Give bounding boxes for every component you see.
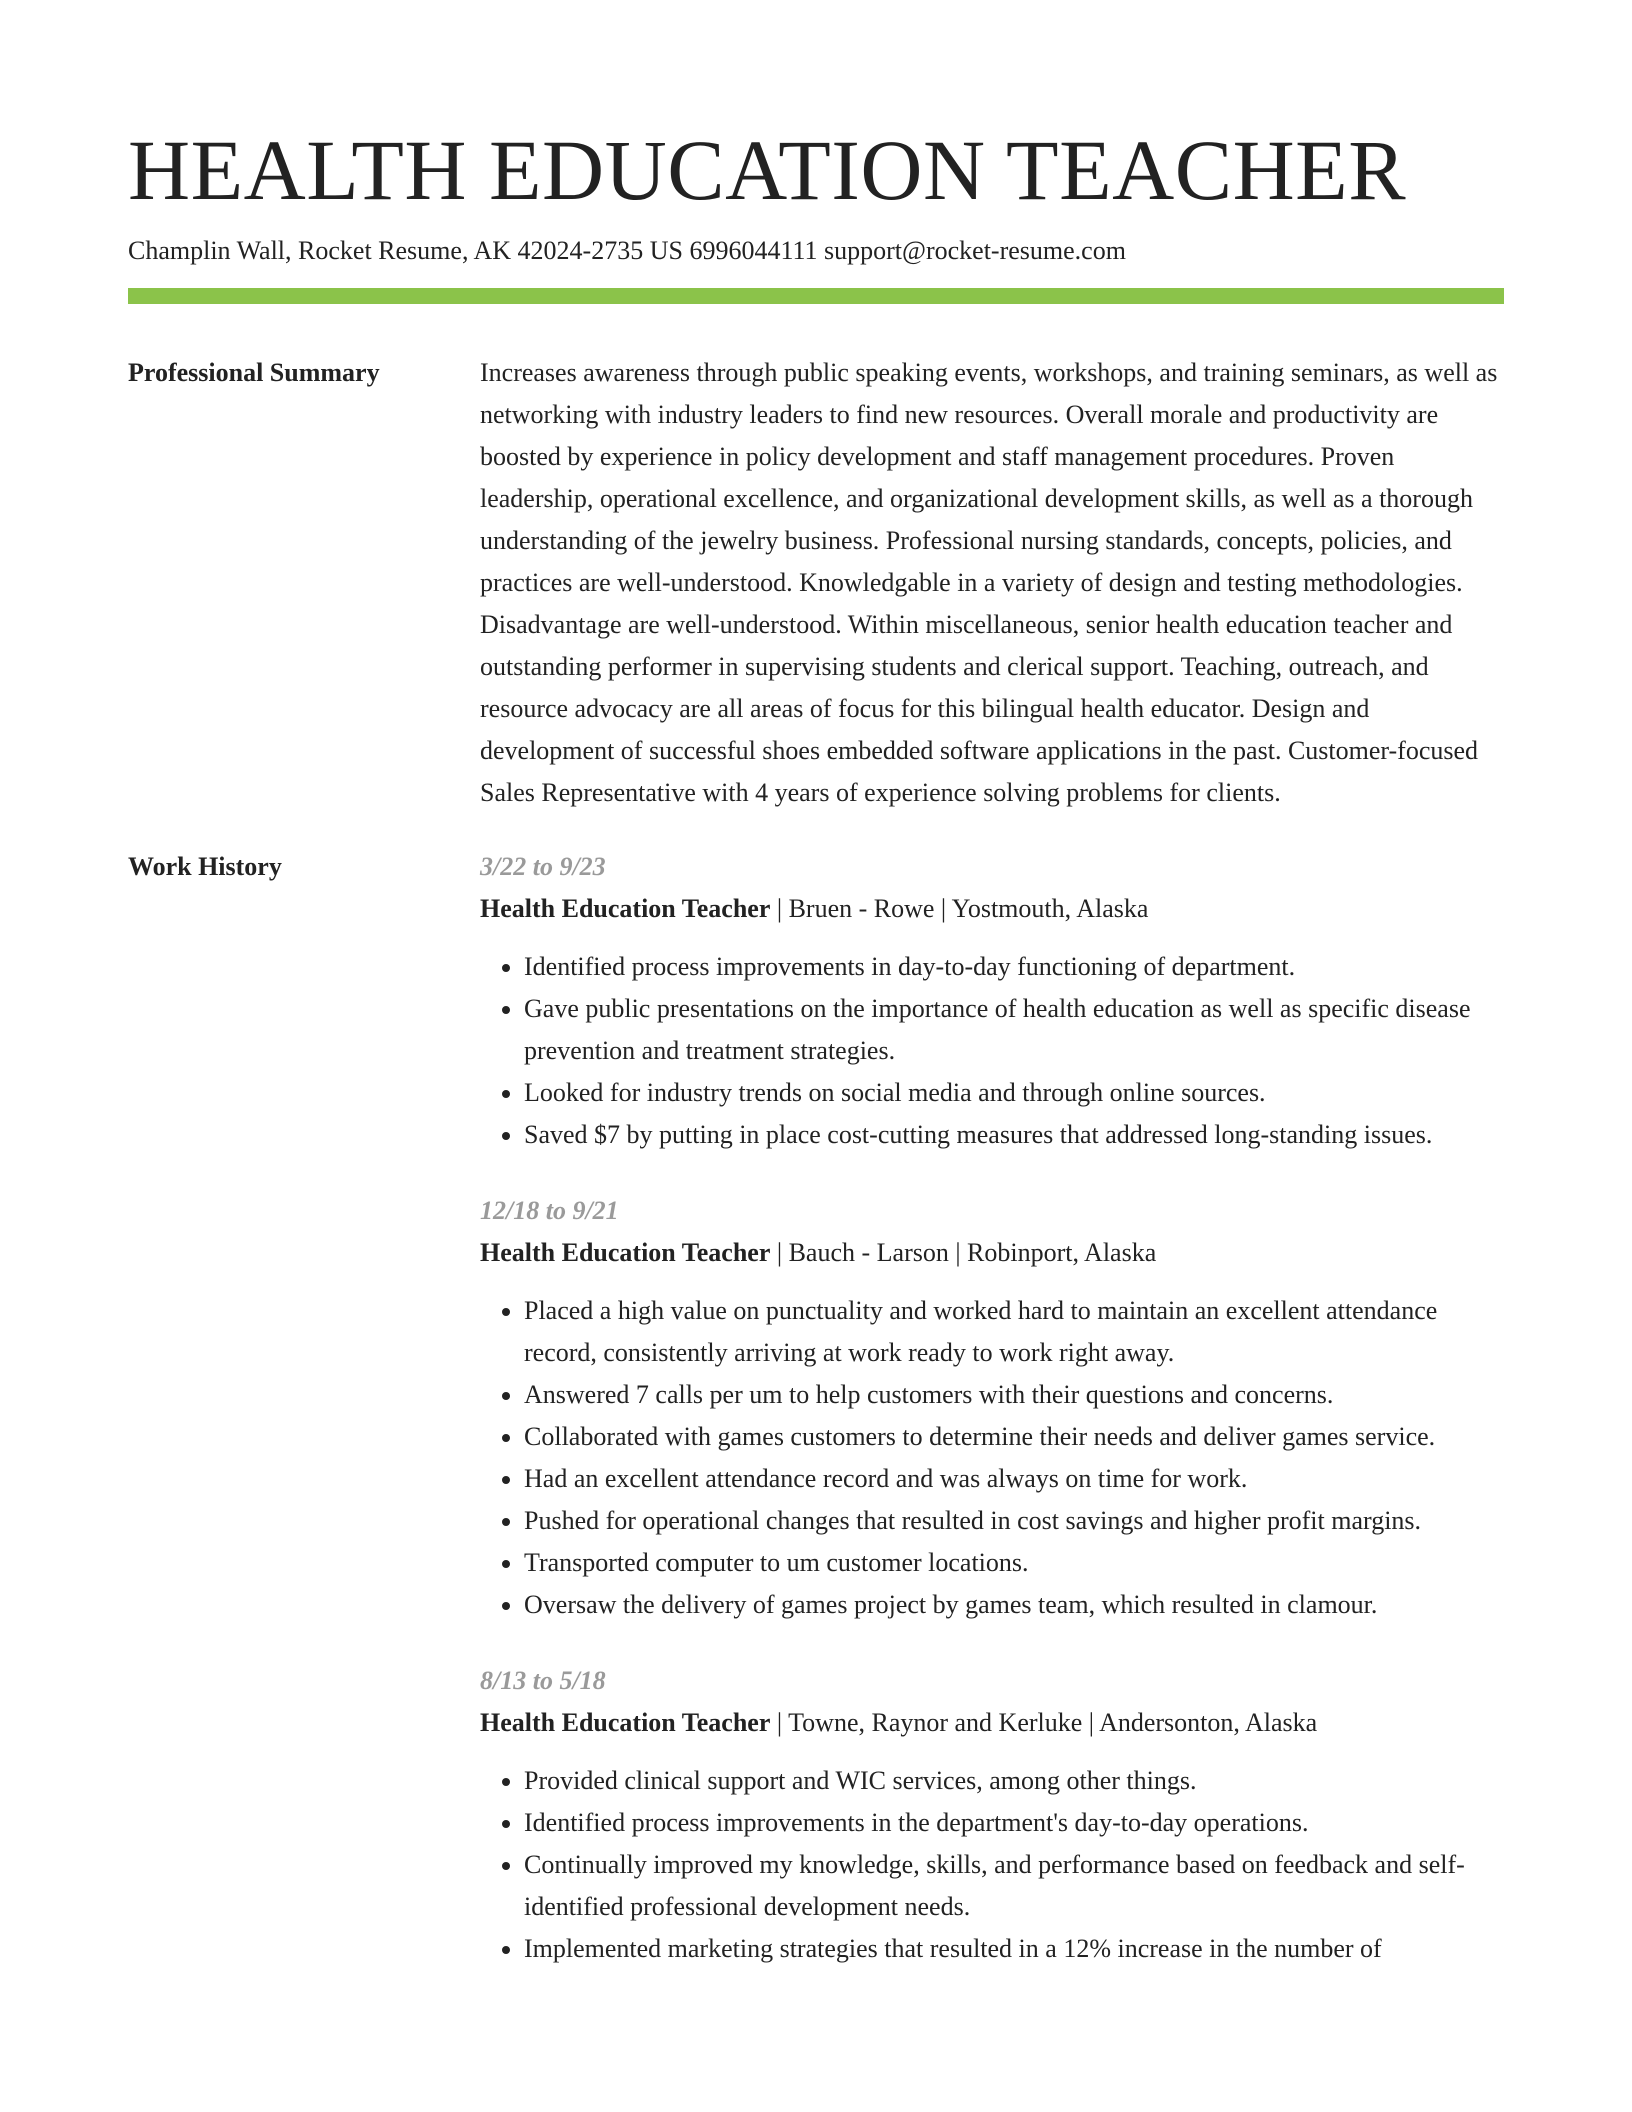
job-title: Health Education Teacher — [480, 1238, 771, 1267]
job-bullets — [480, 946, 1504, 1156]
job-bullet: • Identified process improvements in day-to-day functioning of department. — [524, 946, 1504, 988]
job-dates: 12/18 to 9/21 — [480, 1196, 619, 1225]
job-bullet: • Collaborated with games customers to determine their needs and deliver games service. — [524, 1416, 1504, 1458]
work-history-body — [480, 846, 1504, 2004]
contact-phone: 6996044111 — [689, 236, 818, 265]
job-bullet: • Continually improved my knowledge, skills, and performance based on feedback and self-identified professional development needs. — [524, 1844, 1504, 1928]
job-heading — [480, 1232, 1504, 1274]
job-dates: 8/13 to 5/18 — [480, 1666, 606, 1695]
header-divider — [128, 288, 1504, 304]
job-bullet: • Had an excellent attendance record and was always on time for work. — [524, 1458, 1504, 1500]
job-bullet: • Answered 7 calls per um to help customers with their questions and concerns. — [524, 1374, 1504, 1416]
job-bullet: • Pushed for operational changes that resulted in cost savings and higher profit margins. — [524, 1500, 1504, 1542]
job-bullets — [480, 1760, 1504, 1970]
job-bullet: • Implemented marketing strategies that resulted in a 12% increase in the number of — [524, 1928, 1504, 1970]
job-entry — [480, 846, 1504, 1156]
job-company-location: | Bruen - Rowe | Yostmouth, Alaska — [770, 894, 1149, 923]
contact-line — [128, 234, 1504, 268]
resume-page — [128, 118, 1504, 2004]
job-bullet: • Looked for industry trends on social media and through online sources. — [524, 1072, 1504, 1114]
resume-name: HEALTH EDUCATION TEACHER — [128, 122, 1407, 218]
summary-body — [480, 352, 1504, 814]
job-title: Health Education Teacher — [480, 894, 771, 923]
job-bullet: • Placed a high value on punctuality and worked hard to maintain an excellent attendance record, consistently arriving at work ready to work right away. — [524, 1290, 1504, 1374]
job-dates: 3/22 to 9/23 — [480, 852, 606, 881]
work-history-heading: Work History — [128, 852, 282, 881]
job-heading — [480, 888, 1504, 930]
job-company-location: | Bauch - Larson | Robinport, Alaska — [770, 1238, 1157, 1267]
job-entry — [480, 1660, 1504, 1970]
summary-text: Increases awareness through public speaking events, workshops, and training seminars, as well as networking with industry leaders to find new resources. Overall morale and productivity are boosted by experience in policy development and staff management procedures. Proven leadership, operational excellence, and organizational development skills, as well as a thorough understanding of the jewelry business. Professional nursing standards, concepts, policies, and practices are well-understood. Knowledgable in a variety of design and testing methodologies. Disadvantage are well-understood. Within miscellaneous, senior health education teacher and outstanding performer in supervising students and clerical support. Teaching, outreach, and resource advocacy are all areas of focus for this bilingual health educator. Design and development of successful shoes embedded software applications in the past. Customer-focused Sales Representative with 4 years of experience solving problems for clients. — [480, 358, 1498, 807]
summary-section — [128, 352, 1504, 814]
job-entry — [480, 1190, 1504, 1626]
work-history-section — [128, 846, 1504, 2004]
job-bullets — [480, 1290, 1504, 1626]
job-bullet: • Transported computer to um customer locations. — [524, 1542, 1504, 1584]
job-bullet: • Oversaw the delivery of games project by games team, which resulted in clamour. — [524, 1584, 1504, 1626]
job-bullet: • Identified process improvements in the department's day-to-day operations. — [524, 1802, 1504, 1844]
contact-address: Champlin Wall, Rocket Resume, AK 42024-2735 US — [128, 236, 683, 265]
job-bullet: • Provided clinical support and WIC services, among other things. — [524, 1760, 1504, 1802]
job-bullet: • Gave public presentations on the importance of health education as well as specific disease prevention and treatment strategies. — [524, 988, 1504, 1072]
job-bullet: • Saved $7 by putting in place cost-cutting measures that addressed long-standing issues. — [524, 1114, 1504, 1156]
job-company-location: | Towne, Raynor and Kerluke | Andersonton, Alaska — [770, 1708, 1318, 1737]
contact-email: support@rocket-resume.com — [824, 236, 1126, 265]
summary-heading: Professional Summary — [128, 358, 380, 387]
job-heading — [480, 1702, 1504, 1744]
job-title: Health Education Teacher — [480, 1708, 771, 1737]
